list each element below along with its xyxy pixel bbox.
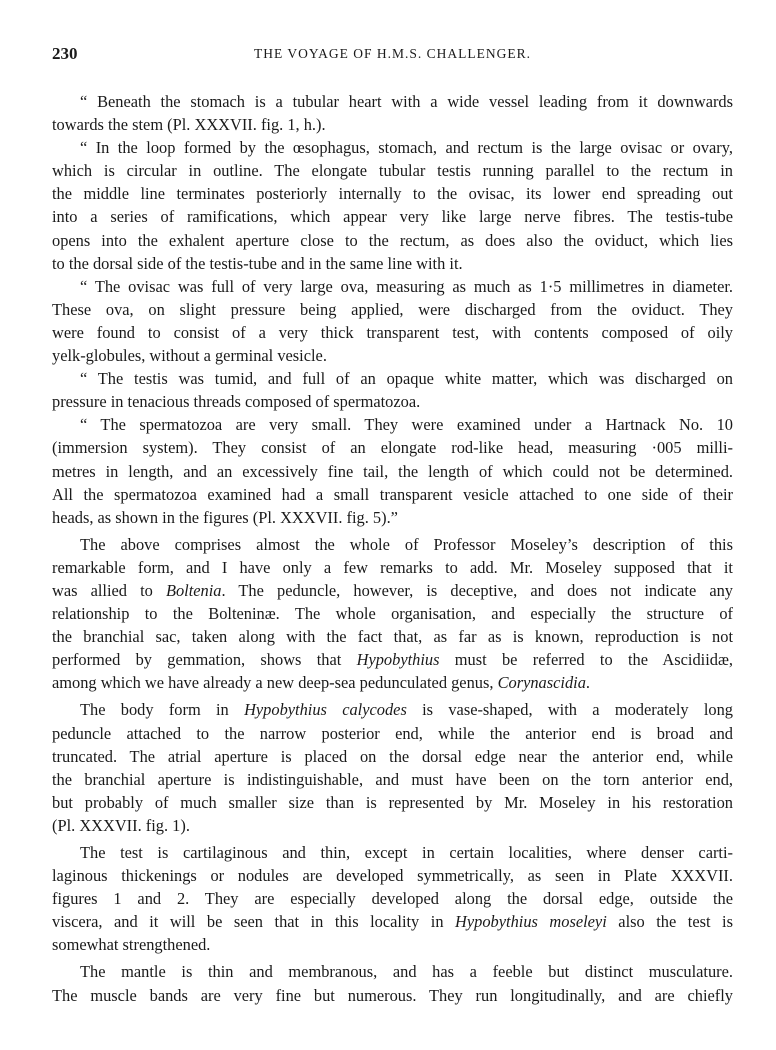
text-line: towards the stem (Pl. XXXVII. fig. 1, h.). bbox=[52, 115, 326, 135]
text-line: figures 1 and 2. They are especially developed along the dorsal edge, outside the bbox=[52, 889, 733, 909]
text-line: “ Beneath the stomach is a tubular heart with a wide vessel leading from it downwards bbox=[80, 92, 733, 111]
text-line: were found to consist of a very thick transparent test, with contents composed of oily bbox=[52, 322, 733, 342]
paragraph bbox=[52, 367, 733, 413]
document-page bbox=[52, 44, 733, 1007]
text-line: “ The ovisac was full of very large ova, measuring as much as 1·5 millimetres in diameter. bbox=[80, 276, 733, 296]
text-line: The body form in Hypobythius calycodes is vase-shaped, with a moderately long bbox=[80, 700, 733, 720]
text-line: (Pl. XXXVII. fig. 1). bbox=[52, 815, 190, 835]
text-line: (immersion system). They consist of an elongate rod-like head, measuring ·005 milli- bbox=[52, 438, 733, 458]
text-line: truncated. The atrial aperture is placed on the dorsal edge near the anterior end, while bbox=[52, 746, 733, 766]
text-line: was allied to Boltenia. The peduncle, however, is deceptive, and does not indicate any bbox=[52, 580, 733, 600]
page-number: 230 bbox=[52, 44, 78, 63]
running-head bbox=[52, 44, 733, 68]
italic-term: Boltenia bbox=[165, 580, 222, 600]
text-line: “ In the loop formed by the œsophagus, stomach, and rectum is the large ovisac or ovary, bbox=[80, 138, 733, 158]
text-line: to the dorsal side of the testis-tube and in the same line with it. bbox=[52, 253, 463, 273]
text-line: All the spermatozoa examined had a small transparent vesicle attached to one side of their bbox=[52, 484, 733, 504]
text-line: heads, as shown in the figures (Pl. XXXVII. fig. 5).” bbox=[52, 507, 398, 527]
text-line: metres in length, and an excessively fine tail, the length of which could not be determined. bbox=[52, 461, 733, 481]
italic-term: Hypobythius calycodes bbox=[244, 700, 407, 720]
text-line: The above comprises almost the whole of Professor Moseley’s description of this bbox=[80, 534, 733, 554]
italic-term: Corynascidia bbox=[497, 673, 586, 693]
text-line: but probably of much smaller size than is represented by Mr. Moseley in his restoration bbox=[52, 792, 733, 812]
text-line: which is circular in outline. The elongate tubular testis running parallel to the rectum in bbox=[52, 161, 733, 181]
paragraph bbox=[52, 90, 733, 136]
text-line: The muscle bands are very fine but numerous. They run longitudinally, and are chiefly bbox=[52, 985, 733, 1005]
text-line: relationship to the Bolteninæ. The whole organisation, and especially the structure of bbox=[52, 604, 733, 624]
paragraph bbox=[52, 698, 733, 837]
text-line: the middle line terminates posteriorly internally to the ovisac, its lower end spreading out bbox=[52, 184, 733, 204]
text-line: yelk-globules, without a germinal vesicle. bbox=[52, 346, 327, 366]
text-line: performed by gemmation, shows that Hypobythius must be referred to the Ascidiidæ, bbox=[52, 650, 733, 670]
running-title: THE VOYAGE OF H.M.S. CHALLENGER. bbox=[253, 46, 531, 61]
text-line: opens into the exhalent aperture close to the rectum, as does also the oviduct, which lies bbox=[52, 230, 733, 250]
text-line: viscera, and it will be seen that in this locality in Hypobythius moseleyi also the test is bbox=[52, 912, 733, 932]
paragraph bbox=[52, 960, 733, 1006]
paragraph bbox=[52, 136, 733, 275]
text-line: somewhat strengthened. bbox=[52, 935, 211, 955]
text-line: among which we have already a new deep-sea pedunculated genus, Corynascidia. bbox=[52, 673, 590, 693]
paragraph bbox=[52, 275, 733, 367]
paragraph bbox=[52, 533, 733, 695]
text-line: the branchial sac, taken along with the fact that, as far as is known, reproduction is not bbox=[52, 627, 733, 647]
text-line: into a series of ramifications, which appear very like large nerve fibres. The testis-tube bbox=[52, 207, 733, 227]
text-line: remarkable form, and I have only a few remarks to add. Mr. Moseley supposed that it bbox=[52, 557, 733, 577]
text-line: peduncle attached to the narrow posterior end, while the anterior end is broad and bbox=[52, 723, 733, 743]
text-line: “ The spermatozoa are very small. They were examined under a Hartnack No. 10 bbox=[80, 415, 733, 435]
text-line: “ The testis was tumid, and full of an opaque white matter, which was discharged on bbox=[80, 369, 733, 389]
text-line: The test is cartilaginous and thin, except in certain localities, where denser carti- bbox=[80, 843, 733, 862]
text-line: the branchial aperture is indistinguishable, and must have been on the torn anterior end, bbox=[52, 769, 733, 789]
italic-term: Hypobythius moseleyi bbox=[455, 912, 607, 932]
paragraph bbox=[52, 413, 733, 528]
body-text bbox=[52, 90, 733, 1007]
text-line: The mantle is thin and membranous, and has a feeble but distinct musculature. bbox=[80, 962, 733, 982]
text-line: These ova, on slight pressure being applied, were discharged from the oviduct. They bbox=[52, 299, 733, 319]
text-line: laginous thickenings or nodules are developed symmetrically, as seen in Plate XXXVII. bbox=[52, 866, 733, 886]
italic-term: Hypobythius bbox=[356, 650, 440, 670]
paragraph bbox=[52, 841, 733, 956]
text-line: pressure in tenacious threads composed of spermatozoa. bbox=[52, 392, 421, 412]
